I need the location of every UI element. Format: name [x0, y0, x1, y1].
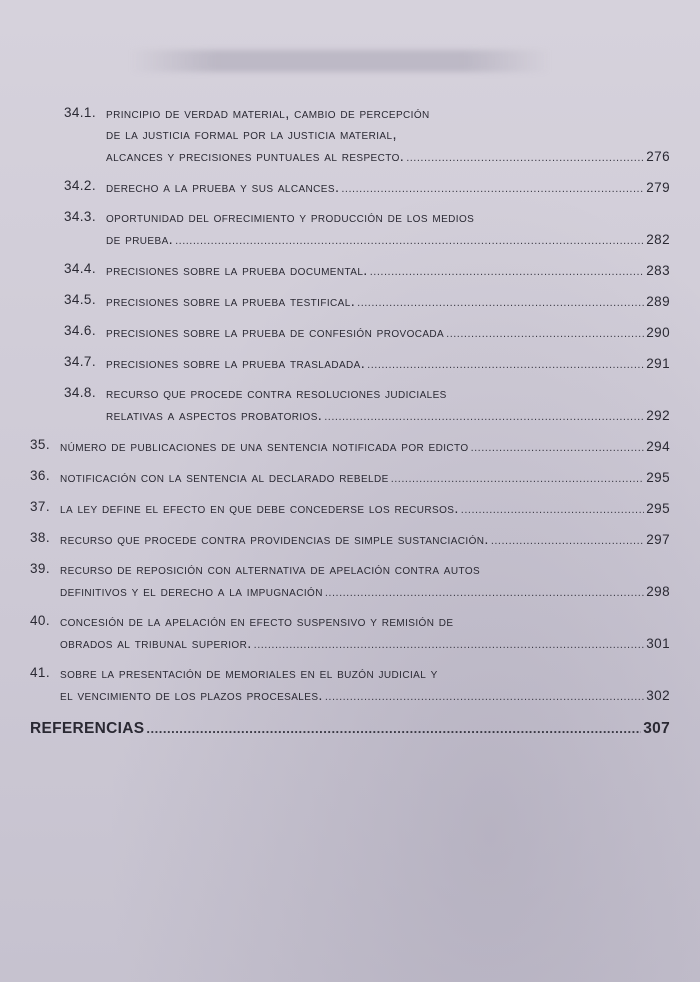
toc-entry-35: [30, 436, 670, 459]
entry-title-line: precisiones sobre la prueba trasladada.: [106, 356, 366, 372]
entry-page-number: 298: [646, 584, 670, 599]
toc-entry-34-7: [30, 353, 670, 376]
dot-leader: [367, 354, 644, 376]
entry-title-line: concesión de la apelación en efecto suspensivo y remisión de: [60, 614, 454, 630]
toc-entry-41: [30, 664, 670, 708]
entry-title-line: definitivos y el derecho a la impugnación: [60, 584, 323, 600]
entry-number: 34.2.: [63, 178, 96, 193]
entry-number: 34.1.: [63, 105, 96, 120]
dot-leader: [325, 582, 644, 604]
entry-title-line: obrados al tribunal superior.: [60, 636, 252, 652]
entry-number: 34.8.: [63, 385, 96, 400]
toc-entry-34-5: [30, 291, 670, 314]
entry-title-line: recurso que procede contra resoluciones judiciales: [106, 386, 447, 402]
entry-title-line: de prueba.: [106, 232, 174, 248]
dot-leader: [175, 230, 644, 252]
dot-leader: [461, 499, 644, 521]
entry-title-line: notificación con la sentencia al declarado rebelde: [60, 470, 389, 486]
entry-number: 34.7.: [63, 354, 96, 369]
entry-title-line: relativas a aspectos probatorios.: [106, 408, 323, 424]
toc-entry-39: [30, 560, 670, 604]
toc-entry-34-1: [30, 104, 670, 169]
entry-page-number: 279: [646, 180, 670, 195]
entry-number: 35.: [30, 437, 50, 452]
entry-title-line: de la justicia formal por la justicia material,: [106, 127, 397, 143]
dot-leader: [491, 530, 644, 552]
entry-number: 39.: [30, 561, 50, 576]
entry-title-line: precisiones sobre la prueba testifical.: [106, 294, 356, 310]
dot-leader: [324, 406, 644, 428]
entry-page-number: 291: [646, 356, 670, 371]
dot-leader: [406, 147, 644, 169]
entry-page-number: 290: [646, 325, 670, 340]
bleed-through-heading: [130, 50, 550, 72]
entry-title-line: principio de verdad material, cambio de percepción: [106, 106, 430, 122]
entry-page-number: 292: [646, 408, 670, 423]
entry-number: 38.: [30, 530, 50, 545]
dot-leader: [325, 686, 644, 708]
entry-page-number: 294: [646, 439, 670, 454]
entry-number: 34.6.: [63, 323, 96, 338]
entry-number: 36.: [30, 468, 50, 483]
toc-entry-34-3: [30, 208, 670, 252]
entry-page-number: 289: [646, 294, 670, 309]
entry-number: 37.: [30, 499, 50, 514]
entry-page-number: 297: [646, 532, 670, 547]
entry-title-line: oportunidad del ofrecimiento y producción de los medios: [106, 210, 475, 226]
toc-entry-34-6: [30, 322, 670, 345]
entry-title-line: derecho a la prueba y sus alcances.: [106, 180, 340, 196]
dot-leader: [471, 437, 645, 459]
dot-leader: [370, 261, 645, 283]
entry-title-line: el vencimiento de los plazos procesales.: [60, 688, 323, 704]
references-page-number: 307: [643, 720, 670, 737]
entry-title-line: número de publicaciones de una sentencia notificada por edicto: [60, 439, 469, 455]
entry-title-line: la ley define el efecto en que debe concederse los recursos.: [60, 501, 459, 517]
entry-number: 34.3.: [63, 209, 96, 224]
references-heading: REFERENCIAS: [30, 720, 145, 737]
toc-entry-34-4: [30, 260, 670, 283]
toc-entry-40: [30, 612, 670, 656]
entry-title-line: alcances y precisiones puntuales al respecto.: [106, 149, 405, 165]
dot-leader: [146, 718, 641, 739]
dot-leader: [341, 178, 644, 200]
entry-number: 34.5.: [63, 292, 96, 307]
entry-page-number: 276: [646, 149, 670, 164]
entry-page-number: 301: [646, 636, 670, 651]
entry-number: 41.: [30, 665, 50, 680]
dot-leader: [357, 292, 644, 314]
entry-number: 34.4.: [63, 261, 96, 276]
dot-leader: [446, 323, 644, 345]
entry-title-line: precisiones sobre la prueba de confesión provocada: [106, 325, 445, 341]
dot-leader: [391, 468, 645, 490]
entry-title-line: sobre la presentación de memoriales en el buzón judicial y: [60, 666, 438, 682]
toc-entry-37: [30, 498, 670, 521]
entry-page-number: 295: [646, 470, 670, 485]
entry-page-number: 302: [646, 688, 670, 703]
table-of-contents: [30, 104, 670, 739]
entry-page-number: 282: [646, 232, 670, 247]
toc-entry-38: [30, 529, 670, 552]
toc-entry-34-8: [30, 384, 670, 428]
entry-title-line: recurso que procede contra providencias de simple sustanciación.: [60, 532, 489, 548]
entry-number: 40.: [30, 613, 50, 628]
entry-title-line: precisiones sobre la prueba documental.: [106, 263, 368, 279]
dot-leader: [254, 634, 645, 656]
toc-entry-references: [30, 718, 670, 739]
entry-title-line: recurso de reposición con alternativa de apelación contra autos: [60, 562, 481, 578]
entry-page-number: 283: [646, 263, 670, 278]
entry-page-number: 295: [646, 501, 670, 516]
toc-entry-34-2: [30, 177, 670, 200]
toc-entry-36: [30, 467, 670, 490]
